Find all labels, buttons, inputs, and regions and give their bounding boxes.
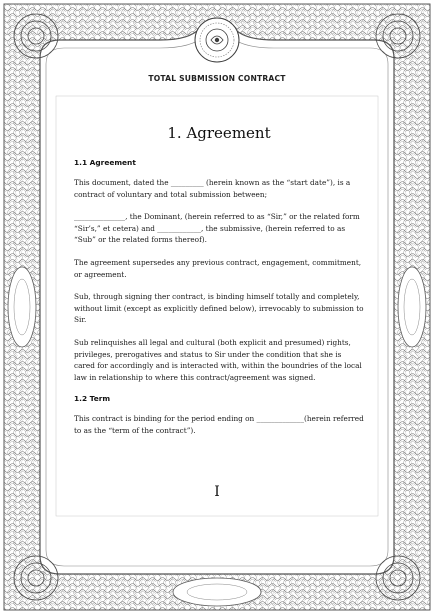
paragraph: The agreement supersedes any previous contract, engagement, commitment, or agreement. [74, 257, 362, 279]
document-body [74, 124, 364, 448]
paragraph: This document, dated the _________ (herein known as the “start date”), is a contract of voluntary and total submission between; [74, 178, 351, 199]
paragraph: This contract is binding for the period ending on _____________(herein referred to as the “term of the contract”). [74, 414, 364, 435]
paragraph: Sub relinquishes all legal and cultural (both explicit and presumed) rights, privileges, prerogatives and status to Sir under the condition that she is cared for accordingly and is interacted with, within the boundries of the local law in relationship to where this contract/agreement was signed. [74, 337, 362, 382]
section-heading: 1.1 Agreement [74, 158, 136, 167]
contract-header-title: TOTAL SUBMISSION CONTRACT [148, 74, 286, 83]
section-heading: 1.2 Term [74, 394, 111, 404]
page-title: 1. Agreement [167, 124, 271, 142]
paragraph: ______________, the Dominant, (herein referred to as “Sir,” or the related form “Sir’s,” et cetera) and ____________, the submissive, (herein referred to as “Sub” or the related forms thereof). [74, 212, 360, 245]
seal-emblem-icon [195, 18, 239, 62]
page-number: I [214, 484, 220, 500]
paragraph: Sub, through signing ther contract, is binding himself totally and completely, without limit (except as explicitly defined below), irrevocably to submission to Sir. [74, 292, 364, 325]
